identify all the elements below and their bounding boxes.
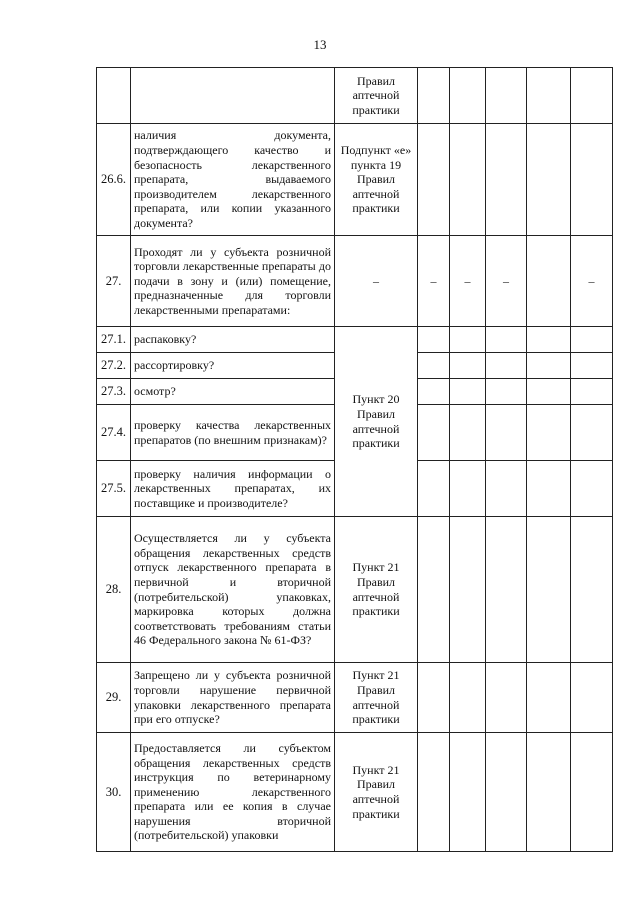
answer-no-cell[interactable] (450, 517, 486, 663)
question-text: осмотр? (131, 379, 335, 405)
legal-basis: Пункт 21 Правил аптечной практики (335, 733, 418, 852)
answer-extra-cell[interactable] (527, 68, 571, 124)
table-row (97, 68, 613, 124)
answer-yes-cell[interactable] (418, 663, 450, 733)
answer-na-cell[interactable] (486, 124, 527, 236)
table-row (97, 124, 613, 236)
row-number: 29. (97, 663, 131, 733)
answer-no-cell[interactable] (450, 379, 486, 405)
answer-no-cell[interactable] (450, 405, 486, 461)
answer-extra-cell[interactable] (527, 327, 571, 353)
answer-extra-cell[interactable] (527, 353, 571, 379)
answer-no-cell[interactable] (450, 733, 486, 852)
answer-na-cell[interactable] (486, 68, 527, 124)
row-number: 30. (97, 733, 131, 852)
question-text: наличия документа, подтверждающего качество и безопасность лекарственного препарата, выдаваемого производителем лекарственного препарата, или копии указанного документа? (131, 124, 335, 236)
row-number: 28. (97, 517, 131, 663)
note-cell[interactable] (571, 517, 613, 663)
answer-no-cell[interactable] (450, 353, 486, 379)
table-row (97, 663, 613, 733)
question-text: Проходят ли у субъекта розничной торговли лекарственные препараты до подачи в зону и (или) помещение, предназначенные для торговли лекарственными препаратами: (131, 236, 335, 327)
answer-yes-cell[interactable] (418, 379, 450, 405)
row-number: 26.6. (97, 124, 131, 236)
answer-na-cell[interactable] (486, 327, 527, 353)
answer-yes-cell[interactable] (418, 405, 450, 461)
question-text: Осуществляется ли у субъекта обращения лекарственных средств отпуск лекарственного препарата в первичной и вторичной (потребительской) упаковках, маркировка которых должна соответствовать требованиям статьи 46 Федерального закона № 61-ФЗ? (131, 517, 335, 663)
answer-na-cell[interactable] (486, 733, 527, 852)
table-row (97, 517, 613, 663)
answer-na-cell[interactable] (486, 663, 527, 733)
legal-basis: Пункт 21 Правил аптечной практики (335, 517, 418, 663)
note-cell[interactable] (571, 733, 613, 852)
answer-no-cell[interactable]: – (450, 236, 486, 327)
note-cell[interactable] (571, 353, 613, 379)
note-cell[interactable] (571, 663, 613, 733)
question-text: Предоставляется ли субъектом обращения лекарственных средств инструкция по ветеринарному применению лекарственного препарата или ее копия в случае нарушения вторичной (потребительской) упаковки (131, 733, 335, 852)
answer-na-cell[interactable] (486, 379, 527, 405)
question-text (131, 68, 335, 124)
row-number: 27.4. (97, 405, 131, 461)
note-cell[interactable] (571, 68, 613, 124)
answer-extra-cell[interactable] (527, 236, 571, 327)
answer-yes-cell[interactable] (418, 68, 450, 124)
question-text: Запрещено ли у субъекта розничной торговли нарушение первичной упаковки лекарственного препарата при его отпуске? (131, 663, 335, 733)
answer-na-cell[interactable] (486, 405, 527, 461)
answer-no-cell[interactable] (450, 327, 486, 353)
answer-extra-cell[interactable] (527, 379, 571, 405)
answer-yes-cell[interactable] (418, 353, 450, 379)
answer-extra-cell[interactable] (527, 124, 571, 236)
row-number (97, 68, 131, 124)
question-text: проверку качества лекарственных препаратов (по внешним признакам)? (131, 405, 335, 461)
row-number: 27. (97, 236, 131, 327)
note-cell[interactable] (571, 461, 613, 517)
answer-extra-cell[interactable] (527, 733, 571, 852)
table-row (97, 327, 613, 353)
legal-basis: Пункт 21 Правил аптечной практики (335, 663, 418, 733)
answer-yes-cell[interactable] (418, 327, 450, 353)
answer-yes-cell[interactable] (418, 461, 450, 517)
answer-no-cell[interactable] (450, 663, 486, 733)
page-number: 13 (313, 37, 327, 52)
legal-basis: – (335, 236, 418, 327)
legal-basis: Правил аптечной практики (335, 68, 418, 124)
answer-na-cell[interactable] (486, 353, 527, 379)
answer-no-cell[interactable] (450, 68, 486, 124)
row-number: 27.1. (97, 327, 131, 353)
note-cell[interactable] (571, 124, 613, 236)
note-cell[interactable] (571, 327, 613, 353)
legal-basis: Подпункт «е» пункта 19 Правил аптечной практики (335, 124, 418, 236)
answer-extra-cell[interactable] (527, 461, 571, 517)
answer-yes-cell[interactable] (418, 517, 450, 663)
row-number: 27.2. (97, 353, 131, 379)
answer-yes-cell[interactable] (418, 733, 450, 852)
answer-yes-cell[interactable] (418, 124, 450, 236)
question-text: рассортировку? (131, 353, 335, 379)
answer-extra-cell[interactable] (527, 405, 571, 461)
checklist-table (96, 67, 613, 852)
answer-na-cell[interactable] (486, 461, 527, 517)
answer-no-cell[interactable] (450, 461, 486, 517)
answer-no-cell[interactable] (450, 124, 486, 236)
question-text: проверку наличия информации о лекарственных препаратах, их поставщике и производителе? (131, 461, 335, 517)
answer-extra-cell[interactable] (527, 517, 571, 663)
answer-na-cell[interactable] (486, 517, 527, 663)
row-number: 27.5. (97, 461, 131, 517)
table-row (97, 236, 613, 327)
question-text: распаковку? (131, 327, 335, 353)
answer-na-cell[interactable]: – (486, 236, 527, 327)
answer-extra-cell[interactable] (527, 663, 571, 733)
row-number: 27.3. (97, 379, 131, 405)
legal-basis: Пункт 20 Правил аптечной практики (335, 327, 418, 517)
note-cell[interactable] (571, 379, 613, 405)
answer-yes-cell[interactable]: – (418, 236, 450, 327)
note-cell[interactable] (571, 405, 613, 461)
table-row (97, 733, 613, 852)
note-cell[interactable]: – (571, 236, 613, 327)
